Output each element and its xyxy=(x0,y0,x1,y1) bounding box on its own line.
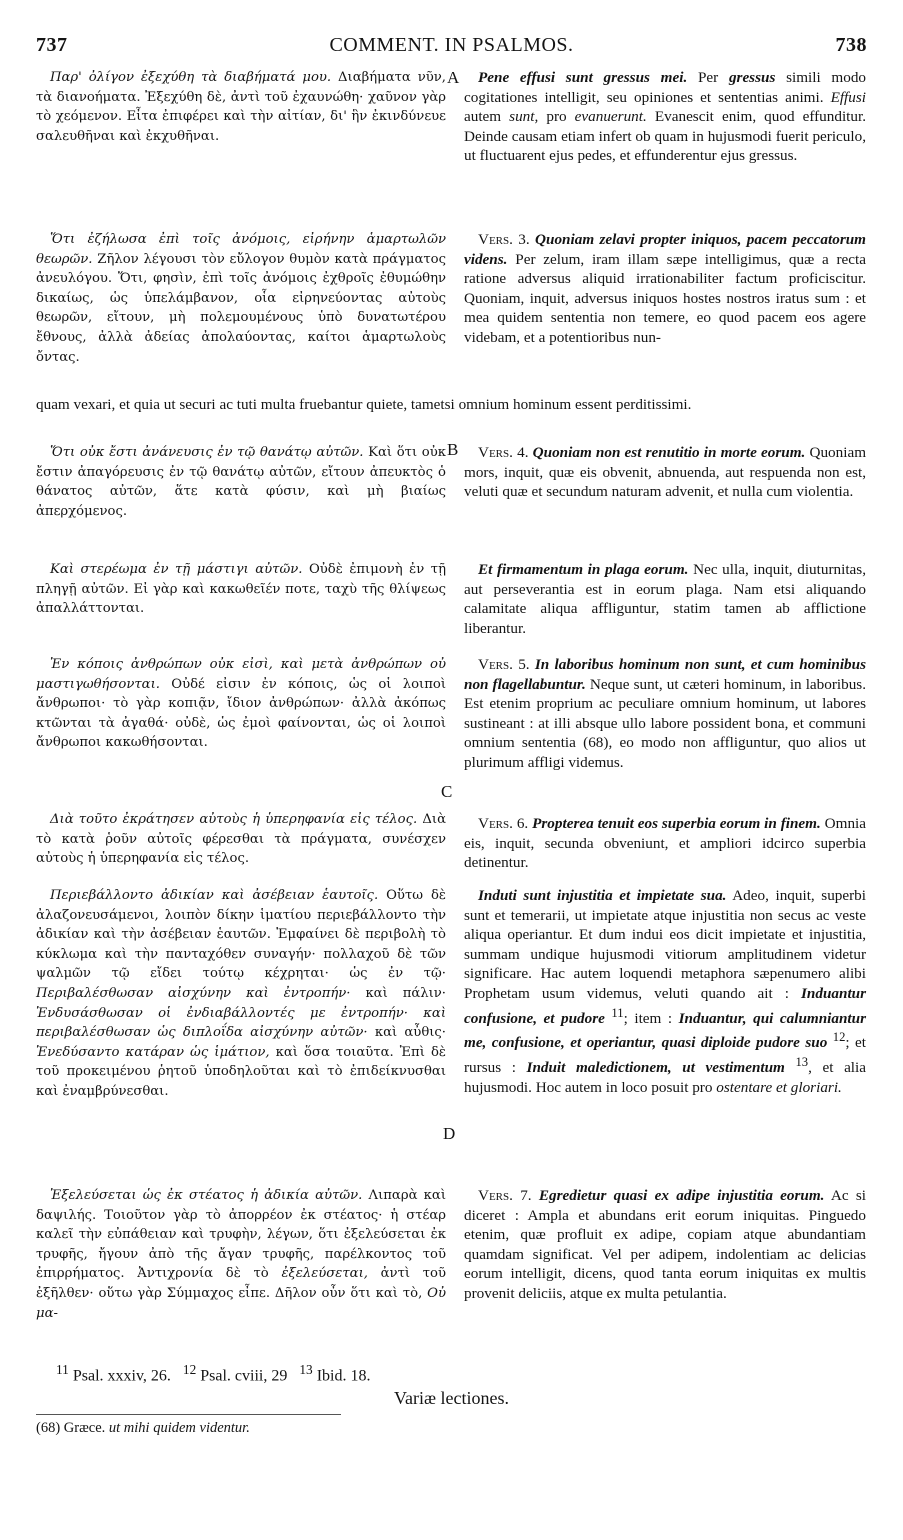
latin-para-1: Pene effusi sunt gressus mei. Per gressus simili modo cogitationes intelligit, seu opiniones et sententias animi. Effusi autem sunt, pro evanuerunt. Evanescit enim, quod effunditur. Deinde causam etiam infert ob quam in hujusmodi fuerit periculo, ut fluctuarent ejus pedes, et effunderentur ejus gressus. xyxy=(464,69,867,165)
footnotes: $^{11}$ Psal. xxxiv, 26. $^{12}$ Psal. cviii, 29 $^{13}$ Ibid. 18. xyxy=(56,1362,371,1385)
greek-para-1: Παρ' ὀλίγον ἐξεχύθη τὰ διαβήματά μου. Διαβήματα νῦν, τὰ διανοήματα. Ἐξεχύθη δὲ, ἀντὶ τοῦ ἐχαυνώθη· χαῦνον γὰρ τὸ χεόμενον. Εἶτα ἐπιφέρει καὶ τὴν αἰτίαν, δι' ἣν ἐκινδύνευε σαλευθῆναι καὶ ἐκχυθῆναι. xyxy=(36,70,446,144)
page-number-right: 738 xyxy=(835,34,867,56)
greek-para-8: Ἐξελεύσεται ὡς ἐκ στέατος ἡ ἀδικία αὐτῶν. Λιπαρὰ καὶ δαψιλής. Τοιοῦτον γὰρ τὸ ἀπορρέον ἐκ στέατος· ἡ στέαρ καλεῖ τὴν εὐπάθειαν καὶ τρυφὴν, λέγων, ὅτι ἐξελεύσεται ἐκ τρυφῆς, ἤγουν ἀπὸ τῆς ἄγαν τρυφῆς, παρέλκοντος τοῦ ἐπιρρήματος. Ἀντιχρονία δὲ τὸ ἐξελεύσεται, ἀντὶ τοῦ ἐξῆλθεν· οὕτω γὰρ Σύμμαχος εἶπε. Δῆλον οὖν ὅτι καὶ τὸ, Οὐ μα- xyxy=(36,1188,446,1321)
latin-para-5: Vers. 5. In laboribus hominum non sunt, et cum hominibus non flagellabuntur. Neque sunt, ut cæteri hominum, in laboribus. Est etenim proprium ac peculiare omnium hominum, ut labores sustineant : at illi absque ullo labore possident bona, et communi omnium sententia (68), eo modo non affliguntur, quo alios ut plurimum affligi videmus. xyxy=(464,656,867,771)
latin-para-2: Vers. 3. Quoniam zelavi propter iniquos, pacem peccatorum videns. Per zelum, iram illam sæpe intelligimus, quæ a recta ratione adversus aliquid irrationabiliter factum proficiscitur. Quoniam, inquit, adversus iniquos hostes nostros iratus sum : et mea quidem sententia non temere, eo quod pacem eos agere videbam, et a potentioribus nun- xyxy=(464,231,867,346)
column-marker-a: A xyxy=(447,68,460,87)
greek-para-3: Ὅτι οὐκ ἔστι ἀνάνευσις ἐν τῷ θανάτῳ αὐτῶν. Καὶ ὅτι οὐκ ἔστιν ἀπαγόρευσις ἐν τῷ θανάτῳ αὐτῶν, εἴτουν ἀπευκτὸς ὁ θάνατος αὐτῶν, ἅτε κατὰ φύσιν, καὶ μὴ βιαίως ἀπερχόμενος. xyxy=(36,445,446,519)
column-marker-b: B xyxy=(447,440,459,459)
latin-para-8: Vers. 7. Egredietur quasi ex adipe injustitia eorum. Ac si diceret : Ampla et abundans erit eorum iniquitas. Pinguedo etenim, quæ profluit ex adipe, copiam atque abundantiam quamdam significat. Vel per adipem, indolentiam ac delicias eorum intelligit, dicens, quod tanta eorum iniquitas ex multis provenit deliciis, atque ex multa petulantia. xyxy=(464,1187,866,1302)
latin-para-3: Vers. 4. Quoniam non est renutitio in morte eorum. Quoniam mors, inquit, quæ eis obvenit, abnuenda, aut respuenda non est, veluti quæ et secundum naturam advenit, et nulla cum violentia. xyxy=(464,444,867,501)
divider xyxy=(36,1414,341,1415)
variae-lectiones-title: Variæ lectiones. xyxy=(394,1388,509,1408)
greek-para-2: Ὅτι ἐζήλωσα ἐπὶ τοῖς ἀνόμοις, εἰρήνην ἁμαρτωλῶν θεωρῶν. Ζῆλον λέγουσι τὸν εὔλογον θυμὸν κατὰ πράγματος ἀνευλόγου. Ὅτι, φησὶν, ἐπὶ τοῖς ἀνόμοις ἐχθροῖς ἐθυμώθην δικαίως, ὡς ὑπελάμβανον, οἷα εἰρηνεύοντας αὐτοὺς θεωρῶν, εἴτουν, μὴ πολεμουμένους ὑπὸ δυνατωτέρου ἔθνους, ἀλλὰ ἀδείας ἀπολαύοντας, καίτοι ἁμαρτωλοὺς ὄντας. xyxy=(36,232,446,365)
page-number-left: 737 xyxy=(36,34,68,56)
running-title: COMMENT. IN PSALMOS. xyxy=(329,34,574,56)
variant-reading: (68) Græce. ut mihi quidem videntur. xyxy=(36,1420,250,1436)
latin-para-4: Et firmamentum in plaga eorum. Nec ulla, inquit, diuturnitas, aut perseverantia est in eorum plaga. Nam etsi aliquando calamitate aliqua affliguntur, statim tamen ab afflictione liberantur. xyxy=(464,561,866,637)
latin-para-6: Vers. 6. Propterea tenuit eos superbia eorum in finem. Omnia eis, inquit, secunda obveniunt, et ampliori idcirco superbia detinentur. xyxy=(464,815,867,872)
latin-para-7: Induti sunt injustitia et impietate sua. Adeo, inquit, superbi sunt et temerarii, ut impietate atque injustitia non secus ac veste aliqua operiantur. Et dum indui eos dicit impietate et injustitia, summam undique hujusmodi vitiorum amplitudinem videtur significare. Hac autem loquendi metaphora sæpenumero alibi Prophetam usum videmus, veluti quando ait : Induantur confusione, et pudore $^{11}$; item : Induantur, qui calumniantur me, confusione, et operiantur, quasi diploide pudore suo $^{12}$; et rursus : Induit maledictionem, ut vestimentum $^{13}$, et alia hujusmodi. Hoc autem in loco posuit pro ostentare et gloriari. xyxy=(464,887,867,1096)
greek-para-7: Περιεβάλλοντο ἀδικίαν καὶ ἀσέβειαν ἑαυτοῖς. Οὕτω δὲ ἀλαζονευσάμενοι, λοιπὸν δίκην ἱματίου περιεβάλλοντο τὴν ἀδικίαν καὶ τὴν ἀσέβειαν ἑαυτῶν. Ἐμφαίνει δὲ περιβολὴ τὸ κύκλωμα καὶ τὴν πανταχόθεν συναγήν· πολλαχοῦ δὲ τῶν ψαλμῶν τῷ εἴδει τούτῳ κέχρηται· ὡς ἐν τῷ· Περιβαλέσθωσαν αἰσχύνην καὶ ἐντροπήν· καὶ πάλιν· Ἐνδυσάσθωσαν οἱ ἐνδιαβάλλοντές με ἐντροπήν· καὶ περιβαλέσθωσαν ὡς διπλοΐδα αἰσχύνην αὐτῶν· καὶ αὖθις· Ἐνεδύσαντο κατάραν ὡς ἱμάτιον, καὶ ὅσα τοιαῦτα. Ἐπὶ δὲ τοῦ προκειμένου ῥητοῦ ὑποδηλοῦται καὶ τὸ ἐπιδείκνυσθαι καὶ ἐναμβρύνεσθαι. xyxy=(36,888,447,1099)
running-header xyxy=(36,34,867,60)
latin-full-width-text: quam vexari, et quia ut securi ac tuti multa fruebantur quiete, tametsi omnium hominum essent perditissimi. xyxy=(36,396,692,413)
greek-para-4: Καὶ στερέωμα ἐν τῇ μάστιγι αὐτῶν. Οὐδὲ ἐπιμονὴ ἐν τῇ πληγῇ αὐτῶν. Εἰ γὰρ καὶ κακωθεῖέν ποτε, ταχὺ τῆς θλίψεως ἀπαλλάττονται. xyxy=(36,562,446,617)
column-marker-c: C xyxy=(441,782,453,801)
greek-para-6: Διὰ τοῦτο ἐκράτησεν αὐτοὺς ἡ ὑπερηφανία εἰς τέλος. Διὰ τὸ κατὰ ῥοῦν αὐτοῖς φέρεσθαι τὰ πράγματα, συνέσχεν αὐτοὺς ἡ ὑπερηφανία εἰς τέλος. xyxy=(36,812,447,867)
column-marker-d: D xyxy=(443,1124,456,1143)
greek-para-5: Ἐν κόποις ἀνθρώπων οὐκ εἰσὶ, καὶ μετὰ ἀνθρώπων οὐ μαστιγωθήσονται. Οὐδέ εἰσιν ἐν κόποις, ὡς οἱ λοιποὶ ἄνθρωποι· τὸ γὰρ κοπιᾷν, ἴδιον ἀνθρώπων· ἀλλὰ ἀκόπως κτῶνται τὰ ἀγαθά· οὐδὲ, ὡς ἐμοὶ φαίνονται, ὡς οἱ λοιποὶ ἄνθρωποι κακωθήσονται. xyxy=(36,657,446,751)
